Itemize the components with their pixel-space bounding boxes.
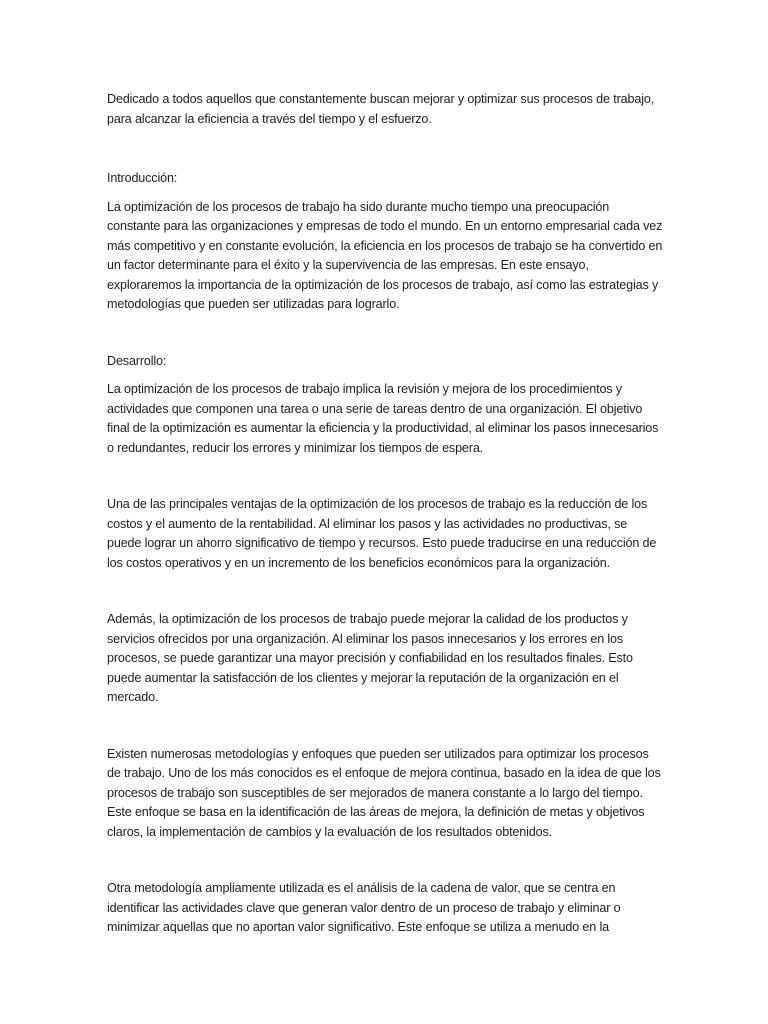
introduction-heading: Introducción: <box>107 171 178 185</box>
document-page <box>107 90 663 938</box>
development-heading: Desarrollo: <box>107 353 167 368</box>
development-paragraph-1: La optimización de los procesos de trabajo implica la revisión y mejora de los procedimientos y actividades que componen una tarea o una serie de tareas dentro de una organización. El objetivo final de la optimización es aumentar la eficiencia y la productividad, al eliminar los pasos innecesarios o redundantes, reducir los errores y minimizar los tiempos de espera. <box>107 382 659 455</box>
development-paragraph-5: Otra metodología ampliamente utilizada es el análisis de la cadena de valor, que se centra en identificar las actividades clave que generan valor dentro de un proceso de trabajo y eliminar o minimizar aquellas que no aportan valor significativo. Este enfoque se utiliza a menudo en la <box>107 881 621 934</box>
development-paragraph-4: Existen numerosas metodologías y enfoques que pueden ser utilizados para optimizar los procesos de trabajo. Uno de los más conocidos es el enfoque de mejora continua, basado en la idea de que los procesos de trabajo son susceptibles de ser mejorados de manera constante a lo largo del tiempo. Este enfoque se basa en la identificación de las áreas de mejora, la definición de metas y objetivos claros, la implementación de cambios y la evaluación de los resultados obtenidos. <box>107 746 661 839</box>
dedication-paragraph: Dedicado a todos aquellos que constantemente buscan mejorar y optimizar sus procesos de trabajo, para alcanzar la eficiencia a través del tiempo y el esfuerzo. <box>107 92 655 126</box>
development-paragraph-3: Además, la optimización de los procesos de trabajo puede mejorar la calidad de los productos y servicios ofrecidos por una organización. Al eliminar los pasos innecesarios y los errores en los procesos, se puede garantizar una mayor precisión y confiabilidad en los resultados finales. Esto puede aumentar la satisfacción de los clientes y mejorar la reputación de la organización en el mercado. <box>107 612 633 704</box>
development-paragraph-2: Una de las principales ventajas de la optimización de los procesos de trabajo es la reducción de los costos y el aumento de la rentabilidad. Al eliminar los pasos y las actividades no productivas, se puede lograr un ahorro significativo de tiempo y recursos. Esto puede traducirse en una reducción de los costos operativos y en un incremento de los beneficios económicos para la organización. <box>107 497 657 570</box>
introduction-paragraph: La optimización de los procesos de trabajo ha sido durante mucho tiempo una preocupación constante para las organizaciones y empresas de todo el mundo. En un entorno empresarial cada vez más competitivo y en constante evolución, la eficiencia en los procesos de trabajo se ha convertido en un factor determinante para el éxito y la supervivencia de las empresas. En este ensayo, exploraremos la importancia de la optimización de los procesos de trabajo, así como las estrategias y metodologías que pueden ser utilizadas para lograrlo. <box>107 199 663 311</box>
